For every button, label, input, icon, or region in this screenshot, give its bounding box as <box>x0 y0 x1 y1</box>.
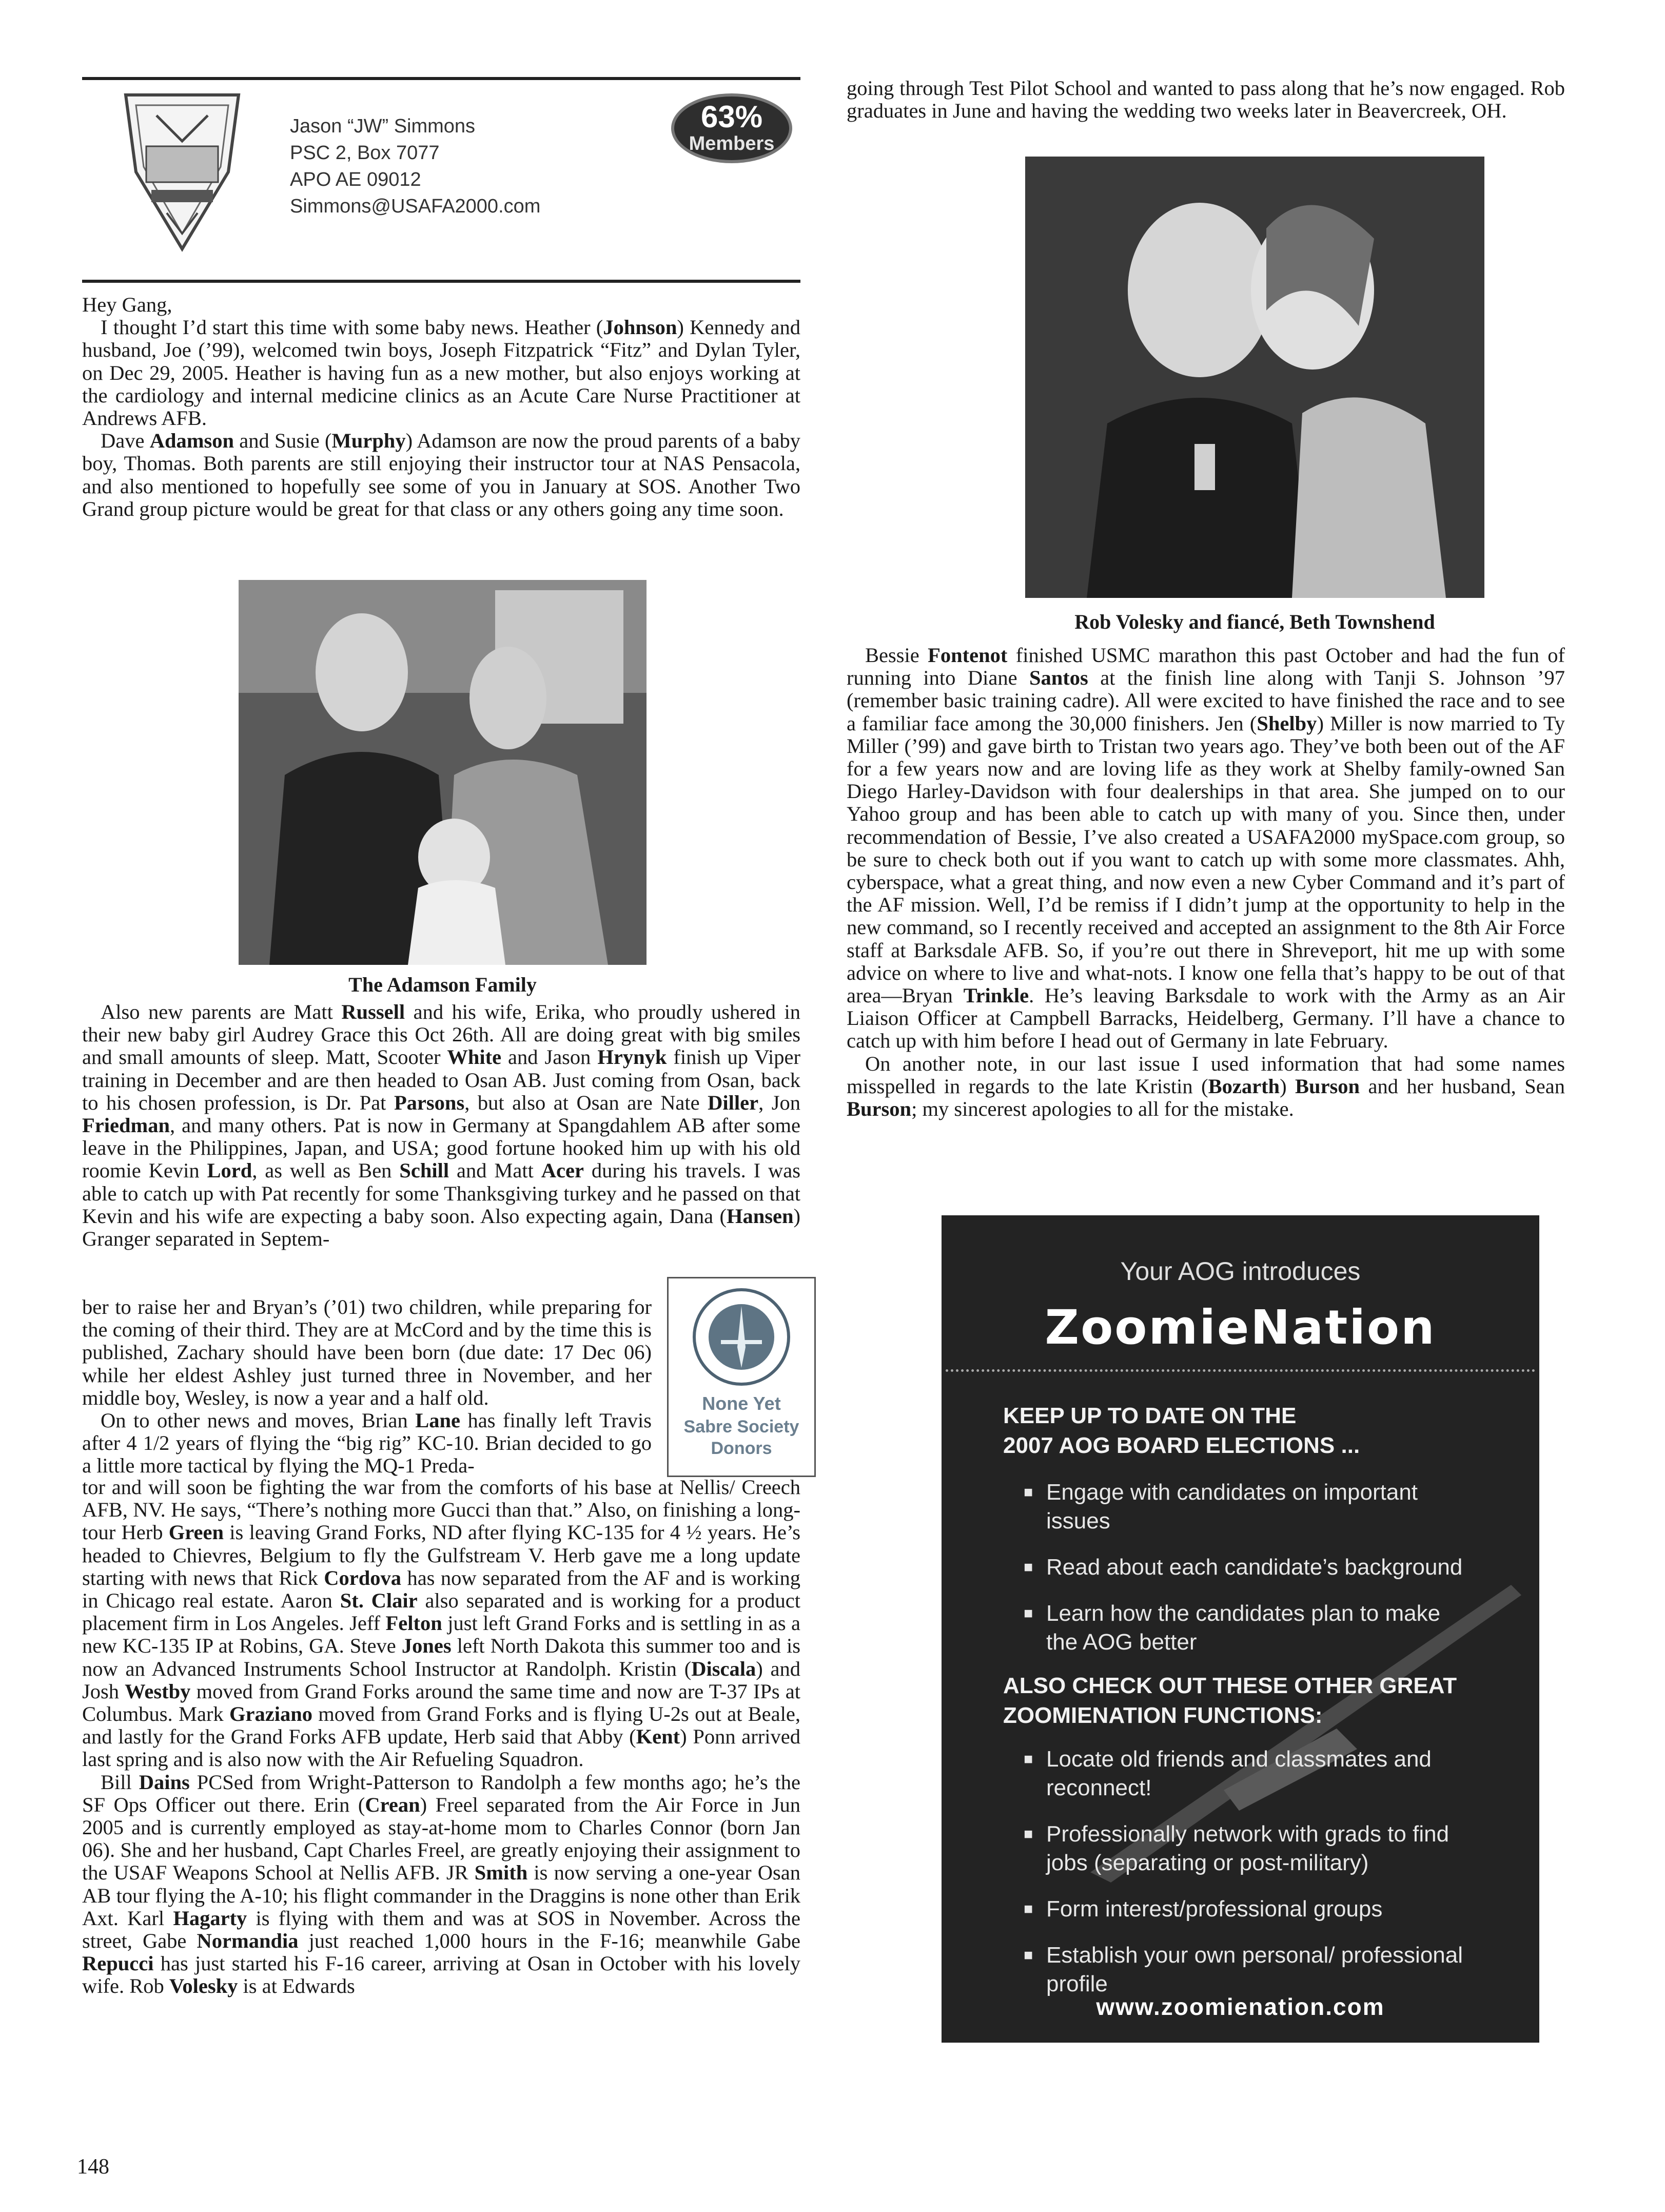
sabre-society-box <box>667 1277 816 1477</box>
ad-bullet: ■ Read about each candidate’s background <box>1024 1553 1475 1582</box>
ad-bullet: ■ Establish your own personal/ professional profile <box>1024 1941 1475 1998</box>
sabre-status: None Yet <box>702 1393 781 1414</box>
zoomienation-ad <box>942 1215 1539 2043</box>
article-paragraph: I thought I’d start this time with some baby news. Heather (Johnson) Kennedy and husband, Joe (’99), welcomed twin boys, Joseph Fitzpatrick “Fitz” and Dylan Tyler, on Dec 29, 2005. Heather is having fun as a new mother, but also enjoys working at the cardiology and internal medicine clinics as an Acute Care Nurse Practitioner at Andrews AFB. <box>82 316 801 430</box>
sabre-society-seal-icon <box>690 1286 793 1388</box>
class-crest-icon <box>115 85 249 259</box>
article-paragraph: On to other news and moves, Brian Lane has finally left Travis after 4 1/2 years of flying the “big rig” KC-10. Brian decided to go a little more tactical by flying the MQ-1 Preda- <box>82 1409 652 1478</box>
ad-bullet: ■ Professionally network with grads to find jobs (separating or post-military) <box>1024 1820 1475 1877</box>
article-paragraph: Bill Dains PCSed from Wright-Patterson to Randolph a few months ago; he’s the SF Ops Officer out there. Erin (Crean) Freel separated from the Air Force in Jun 2005 and is currently employed as stay-at-home mom to Charles Connor (born Jan 06). She and her husband, Capt Charles Freel, are greatly enjoying their assignment to the USAF Weapons School at Nellis AFB. JR Smith is now serving a one-year Osan AB tour flying the A-10; his flight commander in the Draggins is none other than Erik Axt. Karl Hagarty is flying with them and was at SOS in November. Across the street, Gabe Normandia just reached 1,000 hours in the F-16; meanwhile Gabe Repucci has just started his F-16 career, arriving at Osan in October with his lovely wife. Rob Volesky is at Edwards <box>82 1770 800 1998</box>
ad-election-list <box>1024 1478 1475 1674</box>
article-left-bottom <box>82 1476 800 1998</box>
ad-intro: Your AOG introduces <box>1120 1257 1361 1286</box>
adamson-photo-caption: The Adamson Family <box>348 973 537 996</box>
page-number: 148 <box>77 2155 109 2179</box>
article-paragraph: ber to raise her and Bryan’s (’01) two children, while preparing for the coming of their third. They are at McCord and by the time this is published, Zachary should have been born (due date: 17 Dec 06) while her eldest Ashley just turned three in November, and her middle boy, Wesley, is now a year and a half old. <box>82 1295 652 1409</box>
article-paragraph: On another note, in our last issue I used information that had some names misspelled in regards to the late Kristin (Bozarth) Burson and her husband, Sean Burson; my sincerest apologies to all for the mistake. <box>847 1052 1565 1121</box>
article-left-narrow <box>82 1296 652 1478</box>
volesky-photo-caption: Rob Volesky and fiancé, Beth Townshend <box>1074 610 1435 633</box>
sabre-label-1: Sabre Society <box>683 1417 799 1437</box>
header-top-rule <box>82 77 800 80</box>
adamson-photo-image <box>239 580 647 965</box>
ad-heading-elections-line2: 2007 AOG BOARD ELECTIONS ... <box>1003 1433 1360 1458</box>
article-paragraph: Also new parents are Matt Russell and his wife, Erika, who proudly ushered in their new baby girl Audrey Grace this Oct 26th. All are doing great with big smiles and small amounts of sleep. Matt, Scooter White and Jason Hrynyk finish up Viper training in December and are then headed to Osan AB. Just coming from Osan, back to his chosen profession, is Dr. Pat Parsons, but also at Osan are Nate Diller, Jon Friedman, and many others. Pat is now in Germany at Spangdahlem AB after some leave in the Philippines, Japan, and USA; good fortune hooked him up with his old roomie Kevin Lord, as well as Ben Schill and Matt Acer during his travels. I was able to catch up with Pat recently for some Thanksgiving turkey and he passed on that Kevin and his wife are expecting a baby soon. Also expecting again, Dana (Hansen) Granger separated in Septem- <box>82 1000 801 1251</box>
article-paragraph: Bessie Fontenot finished USMC marathon this past October and had the fun of running into Diane Santos at the finish line along with Tanji S. Johnson ’97 (remember basic training cadre). All were excited to have finished the race and to see a familiar face among the 30,000 finishers. Jen (Shelby) Miller is now married to Ty Miller (’99) and gave birth to Tristan two years ago. They’ve both been out of the AF for a few years now and are loving life as they work at Shelby family-owned San Diego Harley-Davidson with four dealerships in that area. She jumped on to our Yahoo group and has been able to catch up with many of you. Since then, under recommendation of Bessie, I’ve also created a USAFA2000 mySpace.com group, so be sure to check both out if you want to catch up with some more classmates. Ahh, cyberspace, what a great thing, and now even a new Cyber Command and it’s part of the AF mission. Well, I’d be remiss if I didn’t jump at the opportunity to help in the new command, so I recently received and accepted an assignment to the 8th Air Force staff at Barksdale AFB. So, if you’re out there in Shreveport, hit me up with some advice on where to live and what-nots. I know one fella that’s happy to be out of that area—Bryan Trinkle. He’s leaving Barksdale to work with the Army as an Air Liaison Officer at Campbell Barracks, Heidelberg, Germany. I’ll have a chance to catch up with him before I head out of Germany in late February. <box>847 644 1565 1053</box>
volesky-photo-image <box>1025 157 1484 598</box>
members-percent: 63% <box>700 100 763 134</box>
article-right-middle <box>847 644 1565 1120</box>
header-bottom-rule <box>82 280 800 283</box>
article-paragraph: going through Test Pilot School and wanted to pass along that he’s now engaged. Rob graduates in June and having the wedding two weeks later in Beavercreek, OH. <box>847 76 1565 123</box>
adamson-family-photo <box>239 580 647 965</box>
article-left-middle <box>82 1001 800 1250</box>
contact-address-2: APO AE 09012 <box>290 169 421 190</box>
ad-brand: ZoomieNation <box>1045 1300 1436 1355</box>
ad-heading-elections <box>1003 1401 1360 1461</box>
volesky-photo <box>1025 157 1484 598</box>
article-left-top <box>82 294 800 520</box>
article-paragraph: Hey Gang, <box>82 293 172 316</box>
ad-bullet: ■ Learn how the candidates plan to make the AOG better <box>1024 1599 1475 1657</box>
members-badge <box>671 93 792 163</box>
ad-url-link[interactable]: www.zoomienation.com <box>1096 1993 1385 2020</box>
ad-heading-functions-line2: ZOOMIENATION FUNCTIONS: <box>1003 1703 1323 1728</box>
ad-heading-functions <box>1003 1671 1457 1731</box>
contact-email[interactable]: Simmons@USAFA2000.com <box>290 196 541 217</box>
contact-name: Jason “JW” Simmons <box>290 115 476 137</box>
ad-heading-elections-line1: KEEP UP TO DATE ON THE <box>1003 1403 1297 1428</box>
sabre-label-2: Donors <box>711 1439 772 1458</box>
contact-block <box>290 113 540 220</box>
article-right-top <box>847 77 1565 122</box>
article-paragraph: Dave Adamson and Susie (Murphy) Adamson are now the proud parents of a baby boy, Thomas. Both parents are still enjoying their instructor tour at NAS Pensacola, and also mentioned to hopefully see some of you in January at SOS. Another Two Grand group picture would be great for that class or any others going any time soon. <box>82 429 800 520</box>
ad-bullet: ■ Engage with candidates on important issues <box>1024 1478 1475 1536</box>
ad-bullet: ■ Form interest/professional groups <box>1024 1895 1475 1924</box>
ad-divider <box>946 1369 1535 1372</box>
ad-bullet: ■ Locate old friends and classmates and reconnect! <box>1024 1745 1475 1802</box>
contact-address-1: PSC 2, Box 7077 <box>290 142 440 164</box>
ad-heading-functions-line1: ALSO CHECK OUT THESE OTHER GREAT <box>1003 1673 1457 1698</box>
ad-functions-list <box>1024 1745 1475 2016</box>
members-label: Members <box>689 133 775 154</box>
article-paragraph: tor and will soon be fighting the war from the comforts of his base at Nellis/ Creech AFB, NV. He says, “There’s nothing more Gucci than that.” Also, on finishing a long-tour Herb Green is leaving Grand Forks, ND after flying KC-135 for 4 ½ years. He’s headed to Chievres, Belgium to fly the Gulfstream V. Herb gave me a long update starting with news that Rick Cordova has now separated from the AF and is working in Chicago real estate. Aaron St. Clair also separated and is working for a product placement firm in Los Angeles. Jeff Felton just left Grand Forks and is settling in as a new KC-135 IP at Robins, GA. Steve Jones left North Dakota this summer too and is now an Advanced Instruments School Instructor at Randolph. Kristin (Discala) and Josh Westby moved from Grand Forks around the same time and now are T-37 IPs at Columbus. Mark Graziano moved from Grand Forks and is flying U-2s out at Beale, and lastly for the Grand Forks AFB update, Herb said that Abby (Kent) Ponn arrived last spring and is also now with the Air Refueling Squadron. <box>82 1476 801 1771</box>
